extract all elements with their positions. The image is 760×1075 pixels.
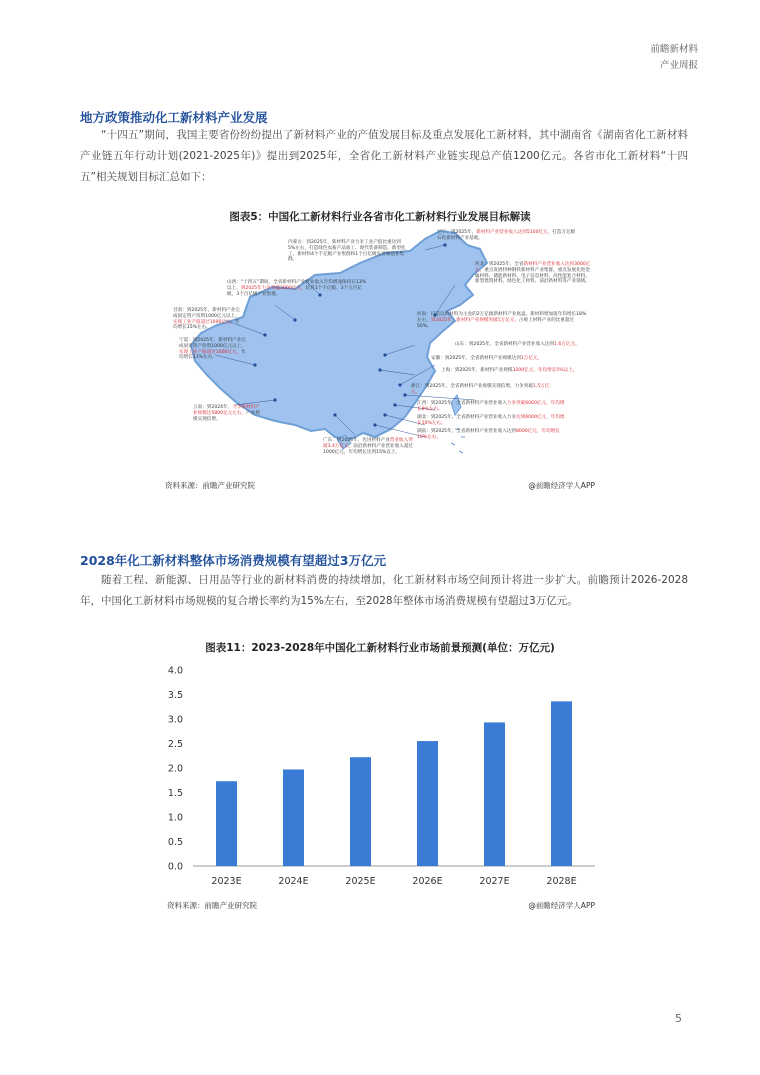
y-tick-label: 3.0 [167,714,183,726]
figure11-source: 资料来源：前瞻产业研究院 [167,901,257,910]
bar-2025E [350,757,371,866]
annotation-anhui: 安徽：到2025年，全省新材料产业规模达到1万亿元。 [431,356,543,361]
x-tick-label: 2027E [479,876,510,887]
bar-2027E [484,722,505,866]
page-number: 5 [675,1012,682,1025]
annotation-neimenggu: 内蒙古：到2025年，新材料产业力争工业产值比重达到5%左右，打造绿色农畜产品加工、现代装备制造、新型化工、新材料4个千亿级产业集群和1个百亿级先进制造业集群。 [288,240,406,263]
y-tick-label: 1.5 [167,788,183,799]
x-tick-label: 2023E [211,876,242,887]
section-paragraph-2: 随着工程、新能源、日用品等行业的新材料消费的持续增加，化工新材料市场空间预计将进一步扩大。前瞻预计2026-2028年，中国化工新材料市场规模的复合增长率约为15%左右，至2028年整体市场消费规模有望超过3万亿元。 [80,574,688,607]
annotation-shanxi: 山西：“十四五”期间，全省新材料产业营业收入年均增速保持在13%以上，到2025年力争突破3000亿元，培育1个千亿级、3个五百亿级、3个百亿级产业集群。 [227,280,367,297]
y-tick-label: 2.0 [167,763,183,775]
y-tick-label: 0.5 [167,837,183,848]
y-tick-label: 3.5 [167,690,183,701]
bar-2026E [417,741,438,866]
figure5-source: 资料来源：前瞻产业研究院 [165,481,255,490]
annotation-zhejiang: 浙江：到2025年，全省新材料产业规模实现倍增，力争突破1.5万亿元。 [411,384,550,395]
bar-2023E [216,781,237,866]
header-line1: 前瞻新材料 [650,44,698,55]
annotation-yunnan: 云南：到2024年，力争新材料产业规模达5800亿元左右，产业规模实现倍增。 [193,405,260,422]
y-tick-label: 1.0 [167,812,183,824]
header-line2: 产业周报 [659,60,698,71]
section-paragraph-1: “十四五”期间，我国主要省份纷纷提出了新材料产业的产值发展目标及重点发展化工新材料，其中湖南省《湖南省化工新材料产业链五年行动计划(2021-2025年)》提出到2025年，全省化工新材料产业链实现总产值1200亿元。各省市化工新材料“十四五”相关规划目标汇总如下： [80,129,688,183]
figure-map [155,200,605,495]
annotation-shandong: 山东：到2025年，全省新材料产业营业收入达到1.6万亿元。 [455,342,580,347]
annotation-hebei: 河北：到2025年，全省新材料产业营业收入达到3000亿元，重点发展特种钢铁新材料产业集群，重点发展先进金属材料、储能新材料、电子信息材料、高性能复合材料、新型建筑材料、绿色化工材料、前沿新材料等产业领域。 [475,262,591,285]
page-header [650,42,698,74]
x-tick-label: 2028E [546,876,577,887]
annotation-gansu: 甘肃：到2025年，新材料产业完成固定资产投资1000亿元以上，实现工业产值超过1000亿元，年均增长15%左右。 [173,308,240,331]
bar-chart-svg [155,658,605,893]
annotation-guangdong: 广东：到2025年，先进材料产业营业收入突破3.4万亿元，前沿新材料产业营业收入超过1000亿元，年均增长达到15%以上。 [323,438,414,455]
figure-bar-chart [155,628,605,920]
annotation-hubei: 湖北：到2025年，全省新材料产业营业收入力争达到6000亿元，年均增长10%左右。 [417,415,565,426]
annotation-hunan: 湖南：到2025年，全省新材料产业营业收入达到8000亿元，年均增长10%左右。 [417,429,560,440]
bar-2028E [551,701,572,866]
y-tick-label: 4.0 [167,665,183,677]
figure11-title: 图表11：2023-2028年中国化工新材料行业市场前景预测(单位：万亿元) [205,642,555,654]
x-tick-label: 2025E [345,876,376,887]
annotation-jiangxi: 江西：到2025年，全省新材料产业营业收入力争突破6000亿元，年均增长8%左右。 [417,401,565,412]
figure5-credit: @前瞻经济学人APP [528,481,595,490]
annotation-ningxia: 宁夏：到2025年，新材料产业完成固定资产投资1000亿元以上，实现工业产值超过1000亿元，年均增长13%左右。 [179,338,246,361]
x-tick-label: 2024E [278,876,309,887]
x-tick-label: 2026E [412,876,443,887]
bar-2024E [283,769,304,866]
figure11-credit: @前瞻经济学人APP [528,901,595,910]
annotation-liaoning: 辽宁：到2025年，新材料产业营业收入达到5100亿元，打造万亿级石化新材料产业基地。 [437,230,576,241]
y-tick-label: 0.0 [167,861,183,873]
section-title-2: 2028年化工新材料整体市场消费规模有望超过3万亿元 [80,553,386,568]
figure5-title: 图表5：中国化工新材料行业各省市化工新材料行业发展目标解读 [229,211,531,223]
section-title-1: 地方政策推动化工新材料产业发展 [80,110,268,125]
annotation-henan: 河南：打造以新材料为主攻的2万亿级新材料产业底盘。新材料增加值年均增长18%左右，到2025年，新材料产业规模突破1万亿元，占规上材料产业的比重超过50%。 [417,312,587,329]
annotation-shanghai: 上海：到2025年，新材料产业规模3200亿元，年均增长5%以上。 [441,368,578,373]
y-tick-label: 2.5 [167,739,183,750]
